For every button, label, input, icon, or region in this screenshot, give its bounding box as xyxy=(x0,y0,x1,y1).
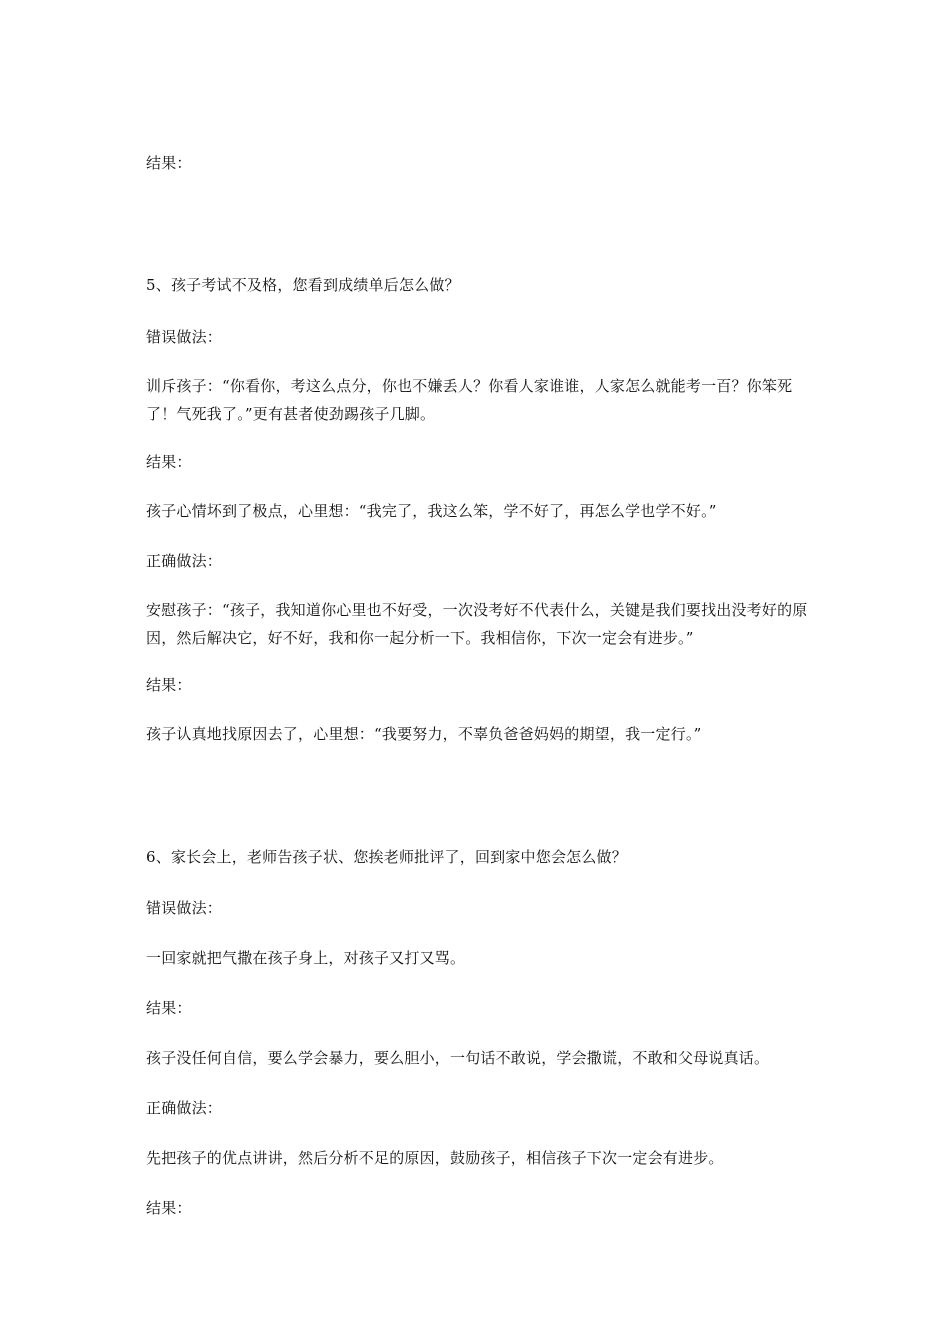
q6-right-label: 正确做法： xyxy=(146,1099,223,1117)
q5-wrong-text: 训斥孩子：“你看你，考这么点分，你也不嫌丢人？你看人家谁谁，人家怎么就能考一百？你笨死了！气死我了。”更有甚者使劲踢孩子几脚。 xyxy=(146,377,793,423)
q6-right-result-label: 结果： xyxy=(146,1199,192,1217)
question-6: 6、家长会上，老师告孩子状、您挨老师批评了，回到家中您会怎么做？ xyxy=(146,848,627,866)
q6-wrong-result-label: 结果： xyxy=(146,999,192,1017)
q5-right-label: 正确做法： xyxy=(146,552,223,570)
q6-wrong-label: 错误做法： xyxy=(146,899,223,917)
result-label: 结果： xyxy=(146,154,192,172)
q5-wrong-result-text: 孩子心情坏到了极点，心里想：“我完了，我这么笨，学不好了，再怎么学也学不好。” xyxy=(146,502,717,520)
q5-right-result-label: 结果： xyxy=(146,676,192,694)
q5-wrong-label: 错误做法： xyxy=(146,328,223,346)
q5-wrong-result-label: 结果： xyxy=(146,453,192,471)
q6-right-text: 先把孩子的优点讲讲，然后分析不足的原因，鼓励孩子，相信孩子下次一定会有进步。 xyxy=(146,1149,724,1167)
q6-wrong-result-text: 孩子没任何自信，要么学会暴力，要么胆小，一句话不敢说，学会撒谎，不敢和父母说真话。 xyxy=(146,1049,770,1067)
q5-right-result-text: 孩子认真地找原因去了，心里想：“我要努力，不辜负爸爸妈妈的期望，我一定行。” xyxy=(146,725,702,743)
q6-wrong-text: 一回家就把气撒在孩子身上，对孩子又打又骂。 xyxy=(146,949,466,967)
q5-right-text: 安慰孩子：“孩子，我知道你心里也不好受，一次没考好不代表什么，关键是我们要找出没考好的原因，然后解决它，好不好，我和你一起分析一下。我相信你，下次一定会有进步。” xyxy=(146,601,808,647)
question-5: 5、孩子考试不及格，您看到成绩单后怎么做？ xyxy=(146,276,460,294)
